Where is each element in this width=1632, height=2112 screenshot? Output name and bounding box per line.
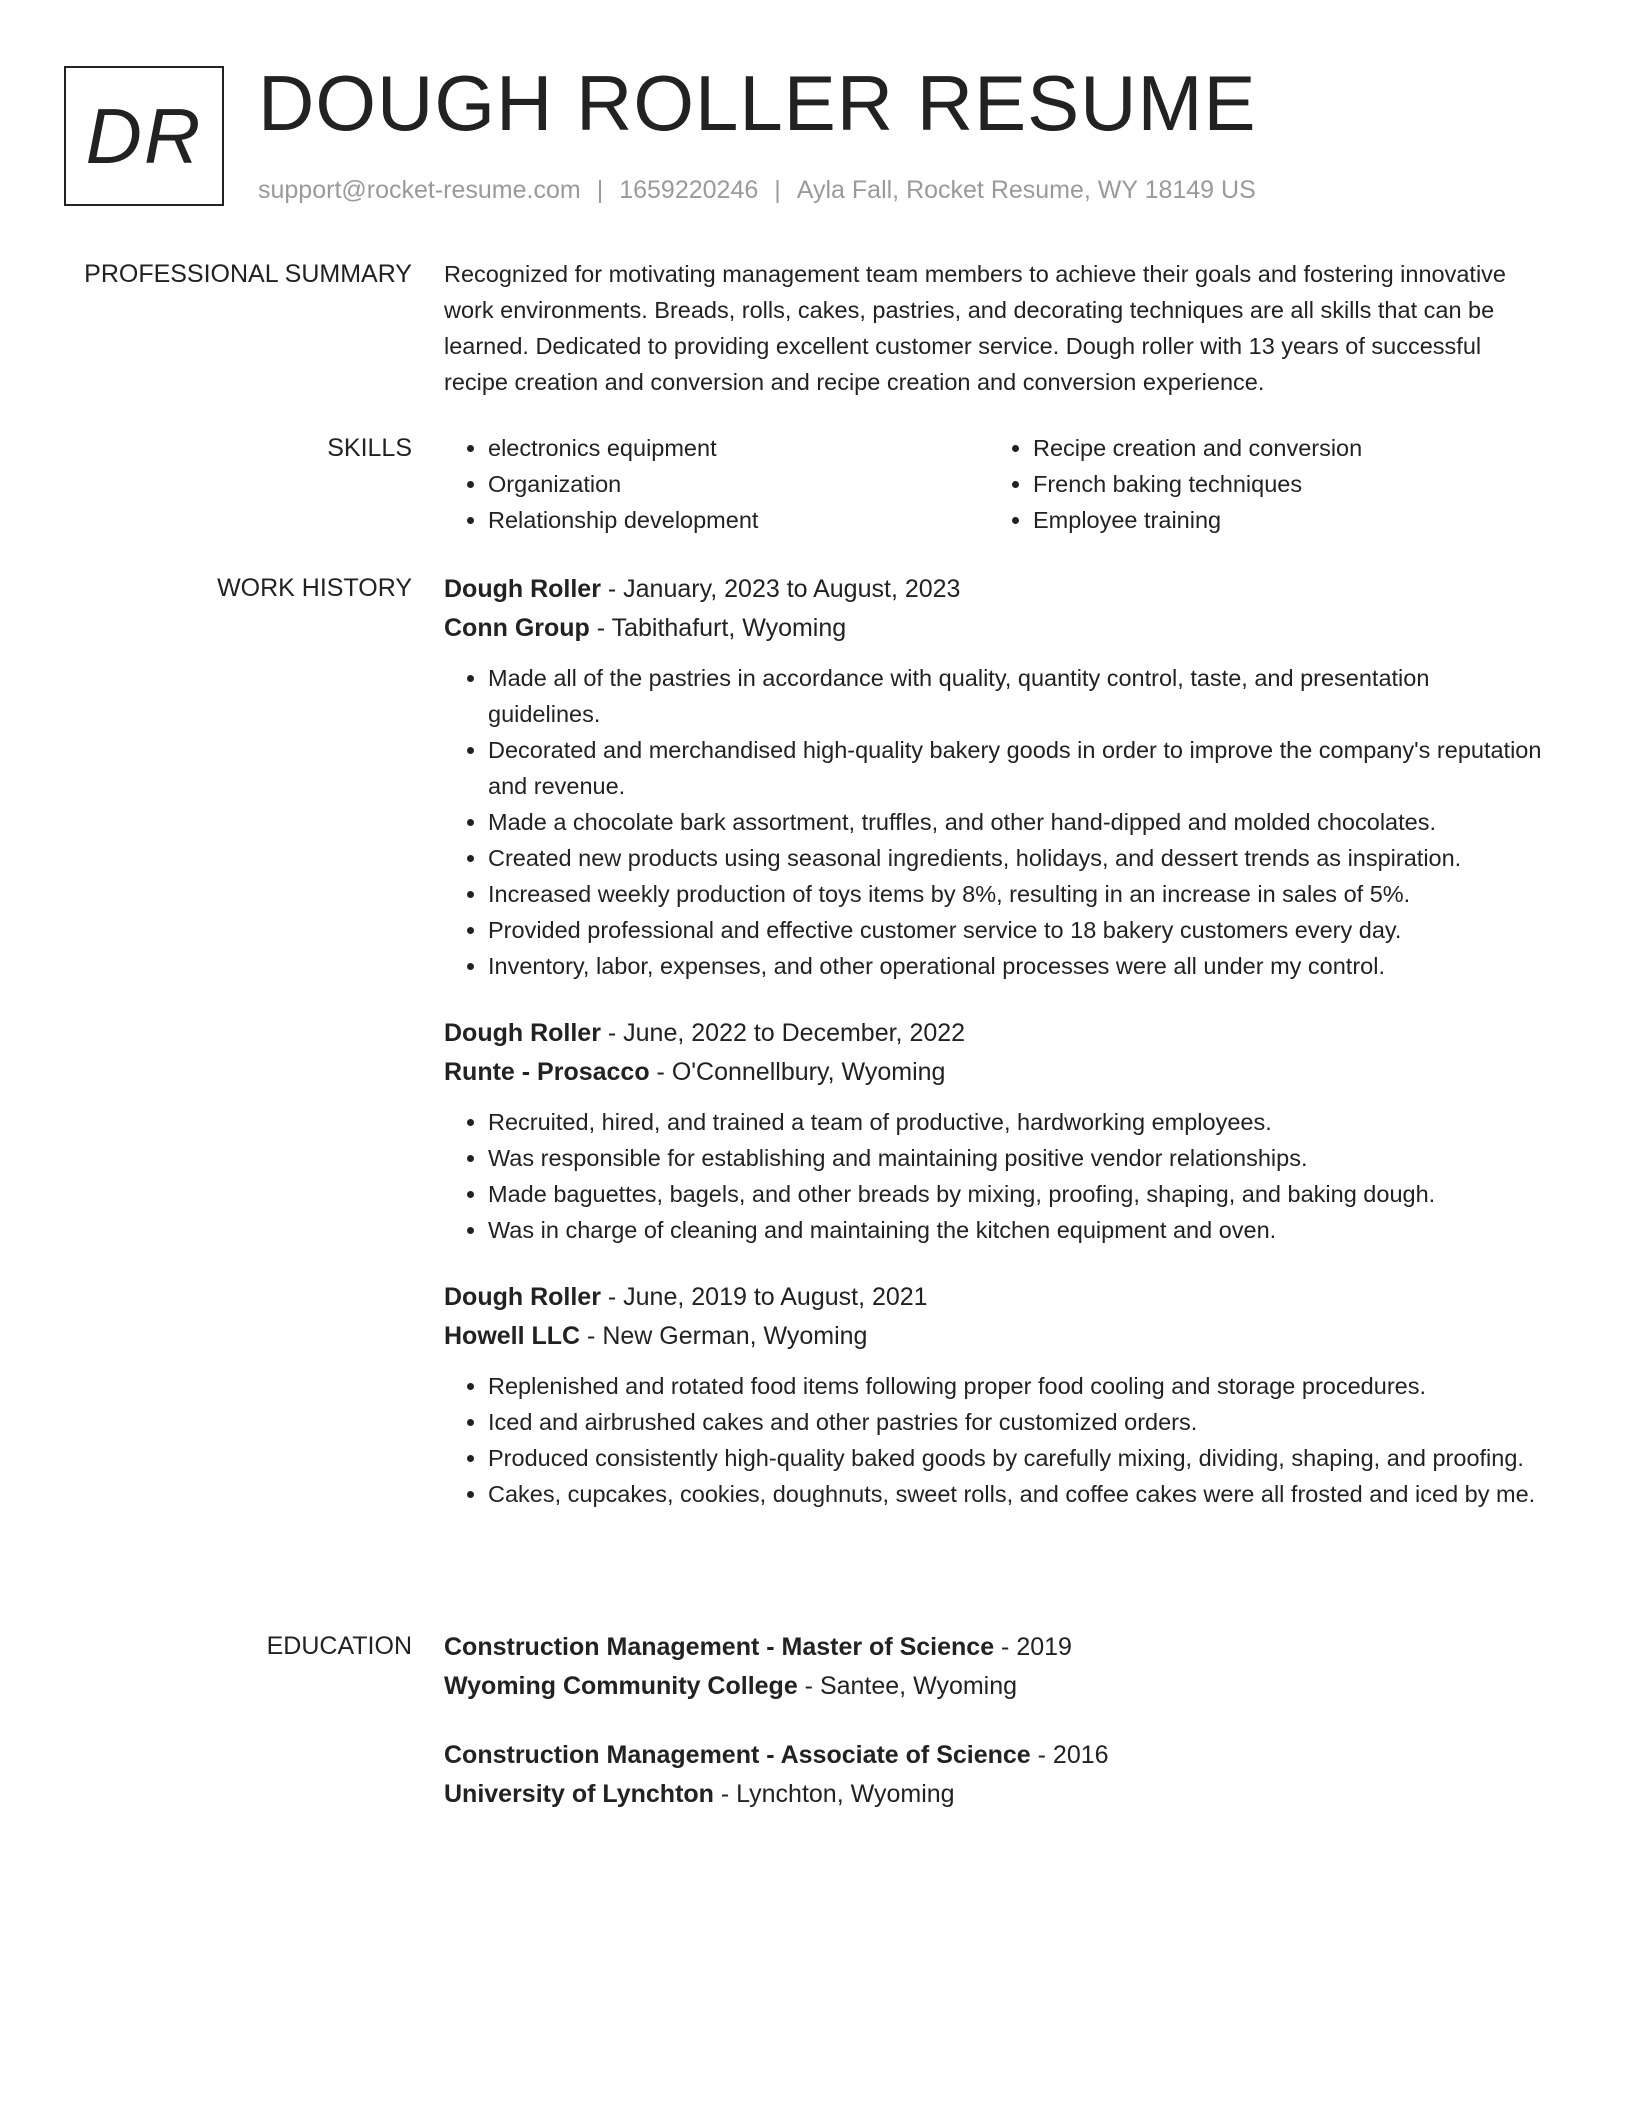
job-location: - O'Connellbury, Wyoming	[649, 1058, 946, 1086]
job-bullet: • Inventory, labor, expenses, and other operational processes were all under my control.	[488, 948, 1544, 984]
skill-item: • Relationship development	[488, 502, 989, 538]
contact-email: support@rocket-resume.com	[258, 176, 581, 204]
summary-body	[444, 256, 1544, 400]
job-bullet: • Increased weekly production of toys items by 8%, resulting in an increase in sales of 5%.	[488, 876, 1544, 912]
education-body	[444, 1628, 1544, 1844]
job-location: - Tabithafurt, Wyoming	[589, 614, 847, 642]
job-bullet: • Was responsible for establishing and maintaining positive vendor relationships.	[488, 1140, 1544, 1176]
education-entry	[444, 1628, 1544, 1706]
skills-column-1	[444, 430, 989, 538]
education-school: University of Lynchton	[444, 1780, 714, 1808]
education-school: Wyoming Community College	[444, 1672, 798, 1700]
job-title: Dough Roller	[444, 1019, 601, 1047]
job-bullet: • Replenished and rotated food items following proper food cooling and storage procedures.	[488, 1368, 1544, 1404]
job-bullet: • Decorated and merchandised high-quality bakery goods in order to improve the company's reputation and revenue.	[488, 732, 1544, 804]
work-history-heading: WORK HISTORY	[217, 574, 412, 602]
education-school-line	[444, 1775, 1544, 1814]
job-dates: - January, 2023 to August, 2023	[600, 575, 961, 603]
initials-monogram	[64, 66, 224, 206]
skills-grid	[444, 430, 1544, 538]
job-bullet: • Recruited, hired, and trained a team of productive, hardworking employees.	[488, 1104, 1544, 1140]
job-bullets	[444, 660, 1544, 984]
job-title: Dough Roller	[444, 575, 601, 603]
contact-separator: |	[774, 176, 781, 204]
contact-line	[258, 175, 1256, 205]
skill-item: • Employee training	[1033, 502, 1534, 538]
contact-phone: 1659220246	[619, 176, 759, 204]
job-bullet: • Made baguettes, bagels, and other breads by mixing, proofing, shaping, and baking dough.	[488, 1176, 1544, 1212]
skill-item: • Organization	[488, 466, 989, 502]
job-bullet: • Provided professional and effective customer service to 18 bakery customers every day.	[488, 912, 1544, 948]
skill-item: • French baking techniques	[1033, 466, 1534, 502]
resume-title: DOUGH ROLLER RESUME	[258, 59, 1257, 147]
job-bullet: • Was in charge of cleaning and maintaining the kitchen equipment and oven.	[488, 1212, 1544, 1248]
education-degree: Construction Management - Associate of Science	[444, 1741, 1031, 1769]
job-company-line	[444, 1317, 1544, 1356]
job-bullet: • Made all of the pastries in accordance with quality, quantity control, taste, and presentation guidelines.	[488, 660, 1544, 732]
initials-text: DR	[85, 92, 203, 180]
education-degree-line	[444, 1628, 1544, 1667]
job-dates: - June, 2022 to December, 2022	[600, 1019, 966, 1047]
education-year: - 2019	[994, 1633, 1072, 1661]
job-bullets	[444, 1104, 1544, 1248]
education-degree: Construction Management - Master of Science	[444, 1633, 995, 1661]
job-title-line	[444, 570, 1544, 609]
job-entry	[444, 1278, 1544, 1512]
education-heading: EDUCATION	[266, 1632, 412, 1660]
job-company: Howell LLC	[444, 1322, 581, 1350]
job-bullet: • Made a chocolate bark assortment, truffles, and other hand-dipped and molded chocolates.	[488, 804, 1544, 840]
job-bullet: • Created new products using seasonal ingredients, holidays, and dessert trends as inspiration.	[488, 840, 1544, 876]
education-school-line	[444, 1667, 1544, 1706]
job-entry	[444, 570, 1544, 984]
education-entry	[444, 1736, 1544, 1814]
job-bullet: • Cakes, cupcakes, cookies, doughnuts, sweet rolls, and coffee cakes were all frosted and iced by me.	[488, 1476, 1544, 1512]
job-bullet: • Produced consistently high-quality baked goods by carefully mixing, dividing, shaping, and proofing.	[488, 1440, 1544, 1476]
job-bullets	[444, 1368, 1544, 1512]
job-title-line	[444, 1278, 1544, 1317]
work-history-body	[444, 570, 1544, 1542]
education-degree-line	[444, 1736, 1544, 1775]
education-year: - 2016	[1030, 1741, 1109, 1769]
job-dates: - June, 2019 to August, 2021	[600, 1283, 928, 1311]
job-company-line	[444, 1053, 1544, 1092]
job-company: Runte - Prosacco	[444, 1058, 650, 1086]
job-title: Dough Roller	[444, 1283, 601, 1311]
job-location: - New German, Wyoming	[580, 1322, 868, 1350]
summary-heading: PROFESSIONAL SUMMARY	[84, 260, 412, 288]
job-bullet: • Iced and airbrushed cakes and other pastries for customized orders.	[488, 1404, 1544, 1440]
job-entry	[444, 1014, 1544, 1248]
skills-body	[444, 430, 1544, 538]
skill-item: • electronics equipment	[488, 430, 989, 466]
contact-separator: |	[596, 176, 604, 204]
education-location: - Santee, Wyoming	[797, 1672, 1018, 1700]
contact-address: Ayla Fall, Rocket Resume, WY 18149 US	[796, 176, 1256, 204]
job-company-line	[444, 609, 1544, 648]
job-title-line	[444, 1014, 1544, 1053]
skills-column-2	[989, 430, 1534, 538]
summary-text: Recognized for motivating management team members to achieve their goals and fostering innovative work environments. Breads, rolls, cakes, pastries, and decorating techniques are all skills that can be learned. Dedicated to providing excellent customer service. Dough roller with 13 years of successful recipe creation and conversion and recipe creation and conversion experience.	[444, 261, 1506, 395]
education-location: - Lynchton, Wyoming	[713, 1780, 955, 1808]
skills-heading: SKILLS	[327, 434, 412, 462]
skill-item: • Recipe creation and conversion	[1033, 430, 1534, 466]
job-company: Conn Group	[444, 614, 590, 642]
